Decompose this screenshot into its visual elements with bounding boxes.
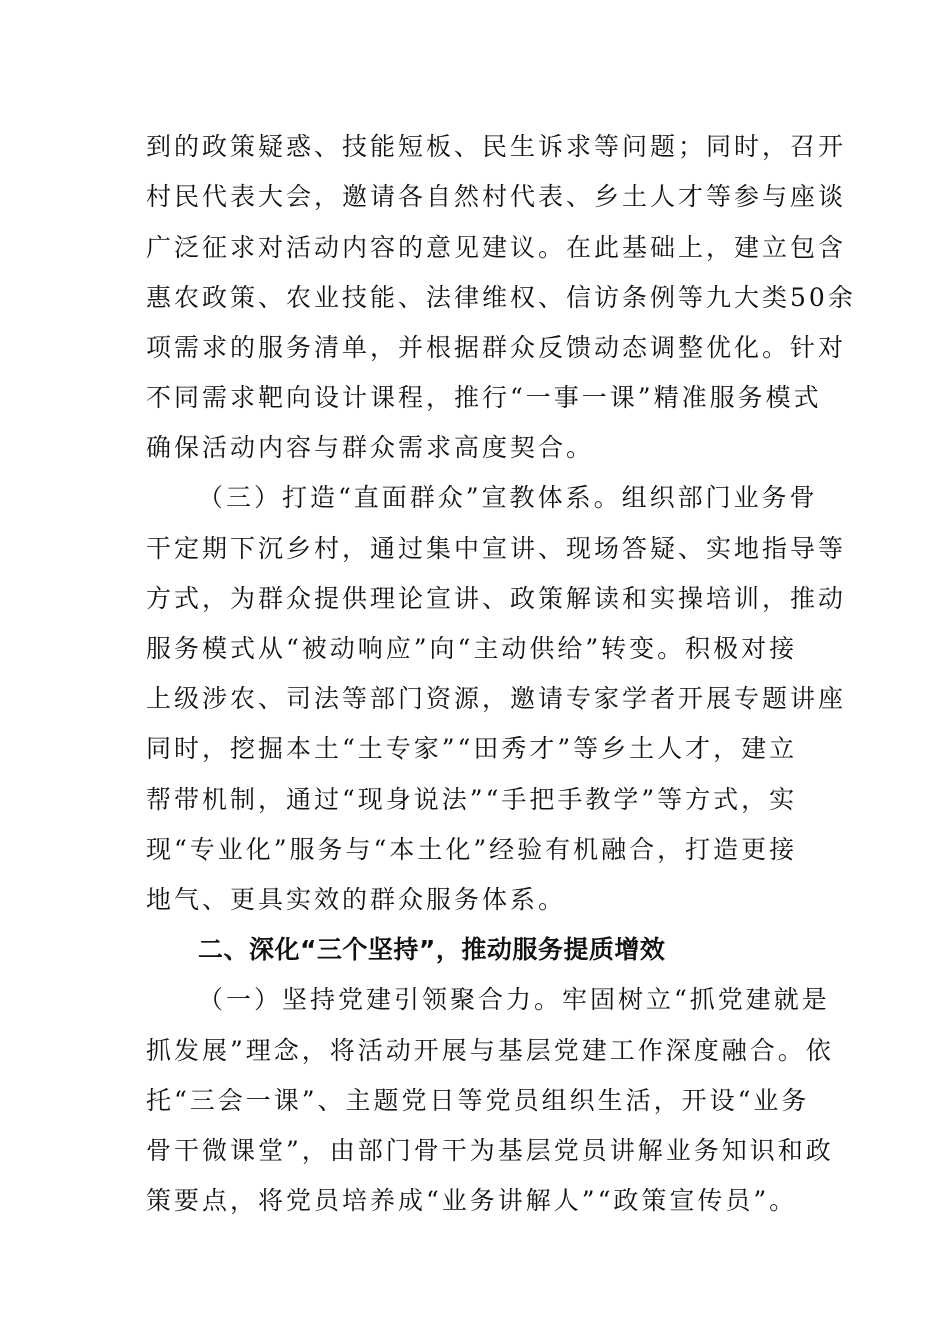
paragraph-line: 服务模式从“被动响应”向“主动供给”转变。积极对接 bbox=[146, 634, 798, 663]
paragraph-line: 策要点，将党员培养成“业务讲解人”“政策宣传员”。 bbox=[146, 1186, 798, 1215]
paragraph-line: 同时，挖掘本土“土专家”“田秀才”等乡土人才，建立 bbox=[146, 734, 798, 763]
paragraph-line: 广泛征求对活动内容的意见建议。在此基础上，建立包含 bbox=[146, 233, 847, 262]
paragraph-line: 骨干微课堂”，由部门骨干为基层党员讲解业务知识和政 bbox=[146, 1136, 834, 1165]
paragraph-line: 现“专业化”服务与“本土化”经验有机融合，打造更接 bbox=[146, 835, 798, 864]
paragraph-line: 到的政策疑惑、技能短板、民生诉求等问题；同时，召开 bbox=[146, 132, 847, 161]
paragraph-line: 上级涉农、司法等部门资源，邀请专家学者开展专题讲座 bbox=[146, 684, 847, 713]
section-heading: 二、深化“三个坚持”，推动服务提质增效 bbox=[198, 935, 666, 964]
paragraph-line: 村民代表大会，邀请各自然村代表、乡土人才等参与座谈 bbox=[146, 182, 847, 211]
paragraph-line: 干定期下沉乡村，通过集中宣讲、现场答疑、实地指导等 bbox=[146, 534, 847, 563]
paragraph-line: 方式，为群众提供理论宣讲、政策解读和实操培训，推动 bbox=[146, 584, 847, 613]
paragraph-line: 不同需求靶向设计课程，推行“一事一课”精准服务模式 bbox=[146, 383, 822, 412]
paragraph-line: 地气、更具实效的群众服务体系。 bbox=[146, 885, 567, 914]
paragraph-line: 托“三会一课”、主题党日等党员组织生活，开设“业务 bbox=[146, 1086, 810, 1115]
paragraph-line: 抓发展”理念，将活动开展与基层党建工作深度融合。依 bbox=[146, 1036, 834, 1065]
paragraph-line: 惠农政策、农业技能、法律维权、信访条例等九大类50余 bbox=[146, 283, 856, 312]
paragraph-line: （一）坚持党建引领聚合力。牢固树立“抓党建就是 bbox=[198, 985, 830, 1014]
paragraph-line: 帮带机制，通过“现身说法”“手把手教学”等方式，实 bbox=[146, 785, 798, 814]
paragraph-line: （三）打造“直面群众”宣教体系。组织部门业务骨 bbox=[198, 483, 818, 512]
paragraph-line: 项需求的服务清单，并根据群众反馈动态调整优化。针对 bbox=[146, 333, 847, 362]
paragraph-line: 确保活动内容与群众需求高度契合。 bbox=[146, 433, 595, 462]
